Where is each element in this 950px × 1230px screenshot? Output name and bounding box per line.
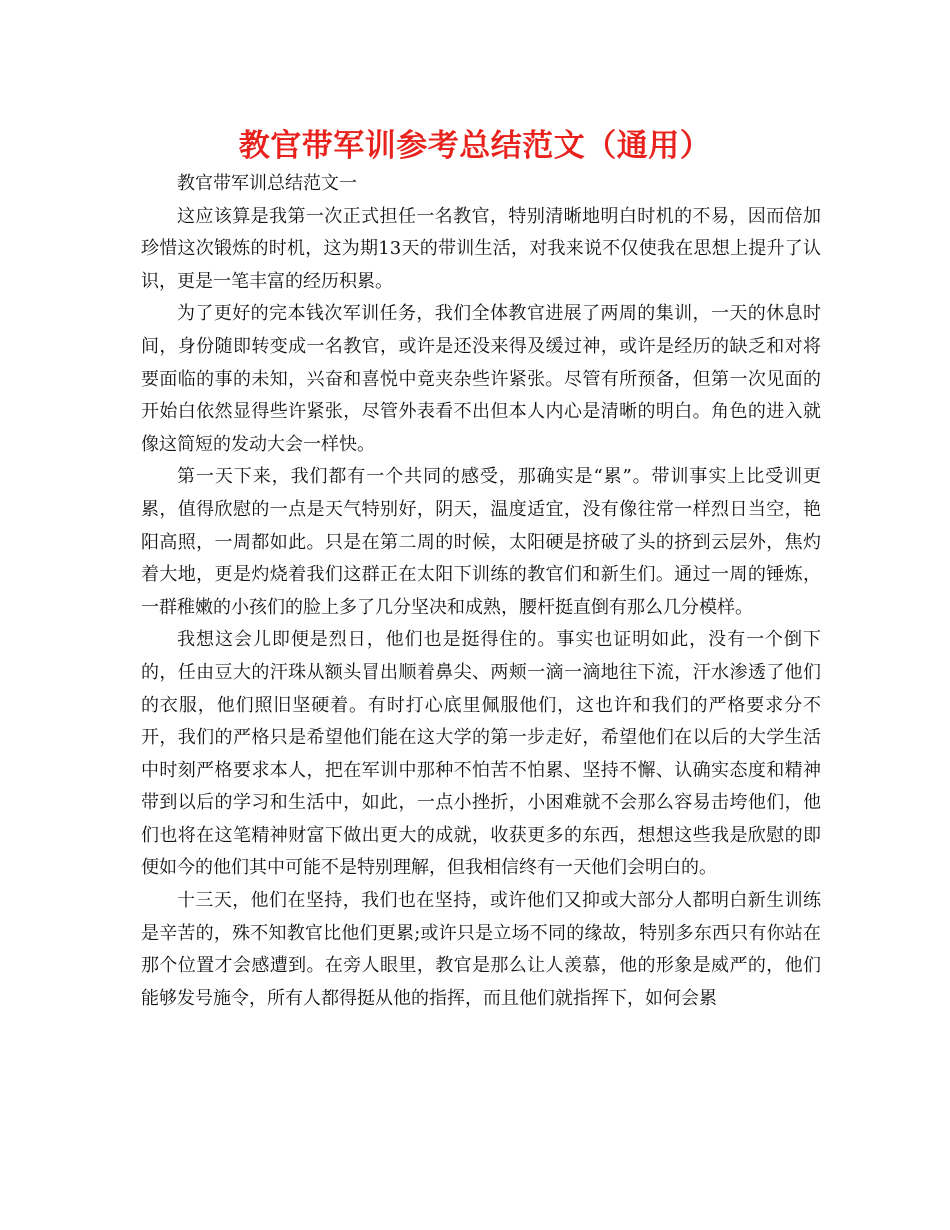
paragraph-5: 十三天，他们在坚持，我们也在坚持，或许他们又抑或大部分人都明白新生训练是辛苦的，殊不知教官比他们更累;或许只是立场不同的缘故，特别多东西只有你站在那个位置才会感遭到。在旁人眼里，教官是那么让人羡慕，他的形象是威严的，他们能够发号施令，所有人都得挺从他的指挥，而且他们就指挥下，如何会累 xyxy=(141,890,821,1009)
paragraph-4: 我想这会儿即便是烈日，他们也是挺得住的。事实也证明如此，没有一个倒下的，任由豆大的汗珠从额头冒出顺着鼻尖、两颊一滴一滴地往下流，汗水渗透了他们的衣服，他们照旧坚硬着。有时打心底里佩服他们，这也许和我们的严格要求分不开，我们的严格只是希望他们能在这大学的第一步走好，希望他们在以后的大学生活中时刻严格要求本人，把在军训中那种不怕苦不怕累、坚持不懈、认确实态度和精神带到以后的学习和生活中，如此，一点小挫折，小困难就不会那么容易击垮他们，他们也将在这笔精神财富下做出更大的成就，收获更多的东西，想想这些我是欣慰的即便如今的他们其中可能不是特别理解，但我相信终有一天他们会明白的。 xyxy=(141,629,821,879)
paragraph-3: 第一天下来，我们都有一个共同的感受，那确实是“累”。带训事实上比受训更累，值得欣慰的一点是天气特别好，阴天，温度适宜，没有像往常一样烈日当空，艳阳高照，一周都如此。只是在第二周的时候，太阳硬是挤破了头的挤到云层外，焦灼着大地，更是灼烧着我们这群正在太阳下训练的教官们和新生们。通过一周的锤炼，一群稚嫩的小孩们的脸上多了几分坚决和成熟，腰杆挺直倒有那么几分模样。 xyxy=(141,466,821,618)
paragraph-1: 这应该算是我第一次正式担任一名教官，特别清晰地明白时机的不易，因而倍加珍惜这次锻炼的时机，这为期13天的带训生活，对我来说不仅使我在思想上提升了认识，更是一笔丰富的经历积累。 xyxy=(141,205,821,292)
section-heading: 教官带军训总结范文一 xyxy=(177,173,357,194)
paragraph-2: 为了更好的完本钱次军训任务，我们全体教官进展了两周的集训，一天的休息时间，身份随即转变成一名教官，或许是还没来得及缓过神，或许是经历的缺乏和对将要面临的事的未知，兴奋和喜悦中竟夹杂些许紧张。尽管有所预备，但第一次见面的开始白依然显得些许紧张，尽管外表看不出但本人内心是清晰的明白。角色的进入就像这简短的发动大会一样快。 xyxy=(141,303,821,455)
document-body xyxy=(141,168,821,1015)
document-title: 教官带军训参考总结范文（通用） xyxy=(238,128,712,164)
